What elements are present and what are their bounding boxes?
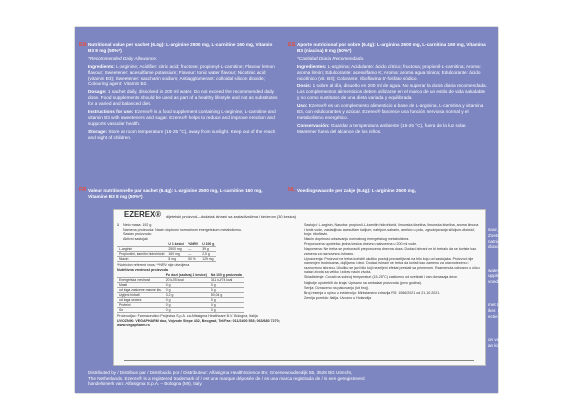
- table-cell: 0 g: [164, 298, 209, 303]
- item-marker: 1: [117, 223, 119, 227]
- lang-tag-fr: FR: [79, 187, 87, 193]
- table-cell: 0 g: [209, 298, 244, 303]
- table-cell: 0 g: [209, 303, 244, 308]
- es-ingredients: L-arginina; Acidulante: ácido cítrico; fructosa; propionil-L-carnitina; Aroma: aroma limón; Edulcorante: acesulfamo K; Aroma: aroma agua tónica; Edulcorante: ácido nicotínico (vit. B3); Colorante: riboflavina 5'-fosfato sódico.: [297, 63, 481, 81]
- sticker-right-paragraph: Broj resenja o upisu u evidenciju: Ministarstvo zdravlja RS: 1066/2021 od 21.10.2021.: [304, 290, 441, 295]
- es-uso: Ezerex® es un complemento alimenticio a base de L-arginina, L-carnitina y vitamina B3, con edulcorantes y azúcar. Ezerex® favorece una función nerviosa normal y el metabolismo energético.: [297, 103, 484, 120]
- table-cell: 0 g: [209, 288, 244, 293]
- table-cell: Niacin: [117, 257, 166, 262]
- table-cell: od toga zasicene masne kis.: [119, 288, 162, 292]
- table-cell: So: [117, 308, 164, 313]
- clipped-line: ectie en: [488, 313, 505, 319]
- table-row: [117, 278, 244, 283]
- en-instructions-heading: Instructions for use:: [88, 109, 134, 115]
- sticker-right-paragraph: Skladistenje: Cuvati na sobnoj temperaturi (15-25°C) zasticeno od svetlosti i van domasaja dece.: [304, 275, 459, 280]
- table-cell: 0 g: [164, 283, 209, 288]
- table-cell: 3,2 g: [164, 293, 209, 298]
- clipped-line: met L-Arginine,: [488, 302, 520, 308]
- lang-tag-nl: NL: [288, 187, 296, 193]
- table-cell: 0 g: [164, 308, 209, 313]
- es-rda: *Cantidad Diaria Recomendada.: [297, 55, 365, 61]
- en-ingredients-heading: Ingredients:: [88, 63, 115, 69]
- table-cell: 0 g: [209, 308, 244, 313]
- es-nutritional: Aporte nutricional por sobre (6.4g): L-arginina 2500 mg, L-carnitina 160 mg, Vitamina B3 (niacina) 8 mg (50%*): [297, 42, 486, 53]
- sticker-right-column: [304, 223, 480, 301]
- sticker-left-column: [117, 223, 300, 328]
- package-back-panel: [75, 27, 520, 393]
- en-ingredients: L-arginine; Acidifier: citric acid; fructose; propionyl-L-carnitine; Flavour lemon flavour; Sweetener: acesulfame potassium; Flavour: tonic water flavour; Nicotinic acid (vitamin B3); Sweetener: saccharin sodium; Antiagglomerant: colloidal silicon dioxide; Colouring agent: Vitamin B2.: [88, 63, 275, 87]
- clipped-line: saur, fructose;: [488, 227, 517, 232]
- table-cell: 2500 mg: [166, 247, 186, 252]
- table-cell: Proteini: [117, 303, 164, 308]
- nutrition-table-heading: Nutritivna vrednost proizvoda: [117, 267, 168, 272]
- lang-tag-es: ES: [288, 42, 296, 48]
- item-text: Namena proizvoda: Nacin dopinosi normalnom energetskom metabolizmu.: [123, 227, 242, 232]
- sticker-right-paragraph: Zemlja porekla: Italija. Uvozno u Holandija: [304, 295, 372, 300]
- clipped-line: an kinderen.: [488, 342, 514, 348]
- table-cell: Masti: [117, 283, 164, 288]
- serbian-label-sticker: [113, 209, 486, 366]
- en-dosage: 1 sachet daily, dissolved in 200 ml water. Do not exceed the recommended daily dose. Food supplements should be used as part of a healthy lifestyle and not as substitutes for a varied and balanced diet.: [88, 89, 278, 107]
- fr-nutritional: Valeur nutritionnelle par sachet (6.4g): L-arginine 2500 mg, L-carnitine 160 mg, Vitamine B3 8 mg (50%*): [88, 188, 263, 199]
- spanish-section: [297, 42, 487, 137]
- table-row: [117, 308, 244, 313]
- en-storage: Store at room temperature (15-25 °C), away from sunlight. Keep out of the reach and sight of children.: [88, 128, 276, 140]
- table-cell: %NRV: [188, 242, 199, 246]
- footer-line-2: The Netherlands. Ezerex® is a registered trademark of / est une marque déposée de / es una marca registrada de / is een geregistreerd: [88, 375, 365, 381]
- es-ingredients-heading: Ingredientes:: [297, 63, 327, 69]
- es-cons: Guardar a temperatura ambiente (15-25 °C), fuera de la luz solar. Mantener fuera del alcance de los niños.: [297, 122, 467, 134]
- lang-tag-en: EN: [79, 42, 87, 48]
- table-row: [117, 257, 216, 262]
- sticker-right-paragraph: Serija: Oznaceno na pakovanju (lot broj).: [304, 285, 370, 290]
- footer-line-1: Distributed by / Distribue par / Distribuido por / Distributeur: Alfasigma HealthScience BV, Groenewoudsedijk 55, 3528 BG Utrecht,: [88, 370, 353, 375]
- clipped-line: natrium: [488, 238, 504, 244]
- table-cell: Ugljeni hidrati: [117, 293, 164, 298]
- es-dosis: 1 sobre al día, disuelto en 200 ml de agua. No superar la dosis diaria recomendada. Los complementos alimenticios deben utilizarse en el marco de un estilo de vida saludable y no como sustitutos de una dieta variada y equilibrada.: [297, 83, 487, 101]
- en-nutritional: Nutritional value per sachet (6.4g): L-arginine 2500 mg, L-carnitine 160 mg, Vitamin B3 8 mg (50%*): [88, 42, 273, 53]
- nl-nutritional: Voedingswaarde per zakje (6.4g): L-arginine 2500 mg,: [297, 188, 416, 193]
- sticker-right-paragraph: Napomena: Ne treba se prekoraciti preporucena dnevna doza. Dodaci ishrani ne bi trebalo da se koriste kao zamena za raznovrsnu ishranu.: [304, 247, 477, 256]
- es-cons-heading: Conservación:: [297, 122, 330, 128]
- table-cell: 50,04 g: [209, 293, 244, 298]
- table-cell: 50 %: [186, 257, 200, 262]
- nutrition-table: [117, 273, 244, 313]
- en-dosage-heading: Dosage:: [88, 89, 107, 95]
- table-cell: Na 100 g proizvoda: [210, 273, 242, 277]
- en-rda: *Recommended Daily Allowance.: [88, 55, 158, 61]
- table-cell: —: [186, 252, 200, 257]
- table-cell: U 100 g: [202, 242, 215, 246]
- clipped-line: iker. Ezerex®: [488, 308, 516, 314]
- active-ingredients-table: [117, 242, 216, 262]
- clipped-line: voeding en: [488, 279, 511, 285]
- sticker-right-paragraph: Preporucena upotreba: jedna kesica dnevno rastvorena u 200 ml vode.: [304, 242, 418, 247]
- sticker-right-paragraph: Najbolje upotrebiti do kraja: Upisano na ambalazi proizvoda (prvo godina).: [304, 280, 422, 285]
- es-uso-heading: Uso:: [297, 103, 308, 109]
- clipped-line: dioxide;: [488, 244, 504, 250]
- table-cell: —: [186, 247, 200, 252]
- table-cell: 8 mg: [166, 257, 186, 262]
- en-instructions: Ezerex® is a food supplement containing L-arginine, L-carnitine and vitamin B3 with sweeteners and sugar. Ezerex® helps to reduce and improve erection and supports vascular health.: [88, 109, 276, 126]
- table-cell: 0 g: [164, 288, 209, 293]
- sticker-brand: EZEREX®: [124, 210, 161, 219]
- footer-line-3: handelsmerk van: Alfasigma S.p.A. – Bologna (MI), Italy.: [88, 381, 203, 387]
- table-cell: 0 g: [164, 303, 209, 308]
- table-cell: Energetska vrednost: [117, 278, 164, 283]
- distributor-footer: [88, 370, 486, 387]
- table-cell: U 1 kesici: [168, 242, 185, 246]
- sticker-right-paragraph: Niacin doprinosi odrzavanju normalnog energetskog metabolizma.: [304, 237, 410, 242]
- english-section: [88, 42, 278, 143]
- sticker-brand-subtitle: dijetetski proizvod—dodatak ishrani sa zasladivačima i šećerom (30 kesica): [166, 214, 296, 219]
- item-text: Sastav proizvoda:: [123, 232, 152, 236]
- en-storage-heading: Storage:: [88, 128, 108, 134]
- es-dosis-heading: Dosis:: [297, 83, 312, 89]
- table-cell: 39 g: [200, 247, 216, 252]
- clipped-line: water,: [488, 267, 501, 273]
- table-cell: 311 kJ/74 kcal: [209, 278, 244, 283]
- sticker-right-paragraph: Sastojci: L-arginin, Nasoba: propionil-L-karnitin hidrohlorid, limunska kiselina, limunska kiselina, aroma limuna i tonik vode, zasladjivac acesulfam kalijum, natrijum-saharin, anelcio u polu, zgrudnjavanja silicijum-dioksid; boja: riboflavin.: [304, 223, 479, 236]
- importer-text: UVOZNIK: VEGAPHARM doo, Vojvode Stepe 432, Beograd, Tel/Fax: 011/2400 553; 063/680 7270; www.vegapharm.rs: [117, 318, 280, 327]
- table-cell: Po dozi (sadrzaj 1 kesice): [165, 273, 207, 277]
- table-cell: Propionilni, karnitin hidrohlorid: [119, 252, 165, 256]
- clipped-line: upplementen: [488, 273, 515, 279]
- table-cell: 0 g: [209, 283, 244, 288]
- item-text: Neto masa: 192 g: [123, 223, 152, 227]
- clipped-dutch-text: [488, 227, 528, 349]
- table-cell: 160 mg: [166, 252, 186, 257]
- nrv-note: *Nutricion referent vnos; **NRV nije utvrdjena: [117, 263, 190, 267]
- table-cell: 2,5 g: [200, 252, 216, 257]
- item-text: Aktivni sastojak: [123, 236, 148, 241]
- table-cell: od toga secera: [117, 298, 164, 303]
- producer-text: Proizvodjac: Farmaceutico Projecisa S.p.A. za Alfasigma Healthcare B.V. Bologna, Italija: [117, 314, 258, 318]
- table-cell: 125 mg: [200, 257, 216, 262]
- table-cell: L-arginin: [117, 247, 166, 252]
- clipped-line: Zoetstof:: [488, 232, 506, 238]
- sticker-item: [117, 237, 300, 242]
- sticker-bottom-rule: [124, 357, 474, 361]
- sticker-right-paragraph: Upozorenja: Proizvod ne treba koristiti ukoliko postoji preosetljivost na bilo koju od sastojaka. Proizvod nije namenjen trudnicama, dojiljama i deci. Dodaci ishrani ne treba da koristi kao zamenu za uravnotezenu i raznovrsnu ishranu. Ukoliko se javi bilo koji nezeljeni efekat prestati sa primenom. Razmenuta odnosno u ulicu nalazi zivota sa veliko i zdrav nacin zivota.: [304, 256, 480, 275]
- clipped-line: on van: [488, 337, 502, 343]
- table-cell: 20 kJ/5 kcal: [164, 278, 209, 283]
